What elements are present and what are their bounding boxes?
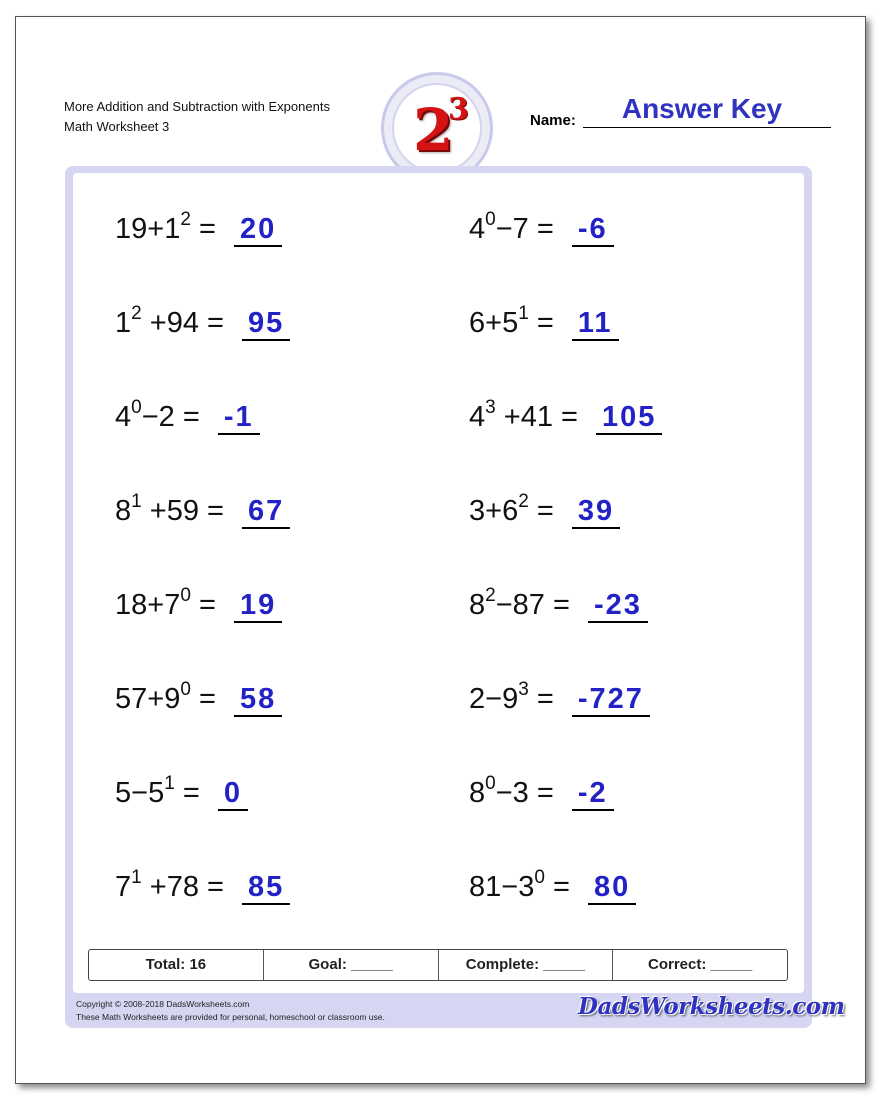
problem-operation: −87 [495, 589, 545, 621]
problem-5 [115, 399, 260, 435]
problem-equals: = [528, 213, 562, 245]
problem-16 [469, 869, 636, 905]
problem-equals: = [528, 307, 562, 339]
problem-base: 18+7 [115, 589, 181, 621]
problem-answer: -727 [572, 683, 650, 717]
problem-answer: 67 [242, 495, 290, 529]
problem-operation: −3 [495, 777, 529, 809]
problem-base: 5−5 [115, 777, 165, 809]
problem-base: 57+9 [115, 683, 181, 715]
copyright [76, 998, 385, 1024]
brand-logo: DadsWorksheets.com [578, 993, 845, 1020]
problem-base: 8 [469, 777, 486, 809]
problem-9 [115, 587, 282, 623]
problem-equals: = [198, 307, 233, 339]
problem-operation: +78 [141, 871, 199, 903]
problem-exponent: 1 [164, 773, 175, 794]
problem-equals: = [190, 213, 224, 245]
problem-exponent: 3 [485, 397, 496, 418]
logo-exponent-digit: 3 [448, 92, 469, 127]
problem-exponent: 0 [180, 585, 191, 606]
score-bar [88, 949, 788, 981]
problem-11 [115, 681, 282, 717]
problem-8 [469, 493, 620, 529]
problem-answer: 85 [242, 871, 290, 905]
problem-equals: = [528, 683, 562, 715]
problem-answer: 95 [242, 307, 290, 341]
problem-answer: -2 [572, 777, 614, 811]
problem-answer: 20 [234, 213, 282, 247]
problem-base: 2−9 [469, 683, 519, 715]
problem-answer: 58 [234, 683, 282, 717]
problem-answer: -1 [218, 401, 260, 435]
problem-exponent: 3 [518, 679, 529, 700]
problem-answer: 19 [234, 589, 282, 623]
answer-key-label: Answer Key [621, 93, 783, 124]
name-line [583, 127, 831, 128]
problem-operation: −2 [141, 401, 175, 433]
problem-base: 7 [115, 871, 132, 903]
problem-exponent: 2 [131, 303, 142, 324]
problem-answer: 11 [572, 307, 619, 341]
total-cell: Total: 16 [145, 956, 207, 973]
copyright-line-1: Copyright © 2008-2018 DadsWorksheets.com [76, 999, 250, 1009]
problem-base: 4 [469, 213, 486, 245]
problem-answer: 80 [588, 871, 636, 905]
problem-exponent: 0 [180, 679, 191, 700]
problem-3 [115, 305, 290, 341]
problem-equals: = [544, 589, 578, 621]
problem-exponent: 1 [518, 303, 529, 324]
problem-equals: = [198, 871, 233, 903]
problem-equals: = [174, 401, 208, 433]
problem-exponent: 0 [485, 773, 496, 794]
problem-answer: 0 [218, 777, 248, 811]
problem-13 [115, 775, 248, 811]
worksheet-title [64, 97, 330, 137]
problem-12 [469, 681, 650, 717]
problem-exponent: 2 [180, 209, 191, 230]
problem-exponent: 0 [534, 867, 545, 888]
problem-equals: = [190, 683, 224, 715]
problem-15 [115, 869, 290, 905]
problem-equals: = [190, 589, 224, 621]
problem-base: 4 [469, 401, 486, 433]
logo-base-digit: 2 [413, 96, 454, 164]
problem-equals: = [552, 401, 587, 433]
problem-6 [469, 399, 662, 435]
title-line-1: More Addition and Subtraction with Exponents [64, 99, 330, 114]
problem-equals: = [198, 495, 233, 527]
correct-cell: Correct: _____ [612, 950, 787, 980]
problem-base: 8 [115, 495, 132, 527]
problem-base: 4 [115, 401, 132, 433]
name-label: Name: [530, 112, 576, 129]
problem-exponent: 0 [131, 397, 142, 418]
problem-operation: +94 [141, 307, 199, 339]
complete-cell: Complete: _____ [438, 950, 613, 980]
problem-exponent: 1 [131, 491, 142, 512]
problem-base: 1 [115, 307, 132, 339]
problem-base: 8 [469, 589, 486, 621]
problem-10 [469, 587, 648, 623]
problem-base: 6+5 [469, 307, 519, 339]
problem-14 [469, 775, 614, 811]
problem-4 [469, 305, 619, 341]
copyright-line-2: These Math Worksheets are provided for personal, homeschool or classroom use. [76, 1012, 385, 1022]
title-line-2: Math Worksheet 3 [64, 119, 170, 134]
problem-equals: = [174, 777, 208, 809]
problem-exponent: 2 [518, 491, 529, 512]
problem-operation: +59 [141, 495, 199, 527]
problem-operation: −7 [495, 213, 529, 245]
problem-exponent: 0 [485, 209, 496, 230]
problem-exponent: 1 [131, 867, 142, 888]
problem-operation: +41 [495, 401, 553, 433]
problem-answer: 105 [596, 401, 662, 435]
problem-base: 3+6 [469, 495, 519, 527]
problem-answer: 39 [572, 495, 620, 529]
problem-answer: -6 [572, 213, 614, 247]
problem-base: 81−3 [469, 871, 535, 903]
problem-exponent: 2 [485, 585, 496, 606]
problem-answer: -23 [588, 589, 648, 623]
logo-inner-circle [392, 83, 482, 173]
problem-2 [469, 211, 614, 247]
goal-cell: Goal: _____ [263, 950, 438, 980]
problem-base: 19+1 [115, 213, 181, 245]
problem-7 [115, 493, 290, 529]
problem-1 [115, 211, 282, 247]
problem-equals: = [528, 495, 562, 527]
problem-equals: = [544, 871, 578, 903]
problem-equals: = [528, 777, 562, 809]
